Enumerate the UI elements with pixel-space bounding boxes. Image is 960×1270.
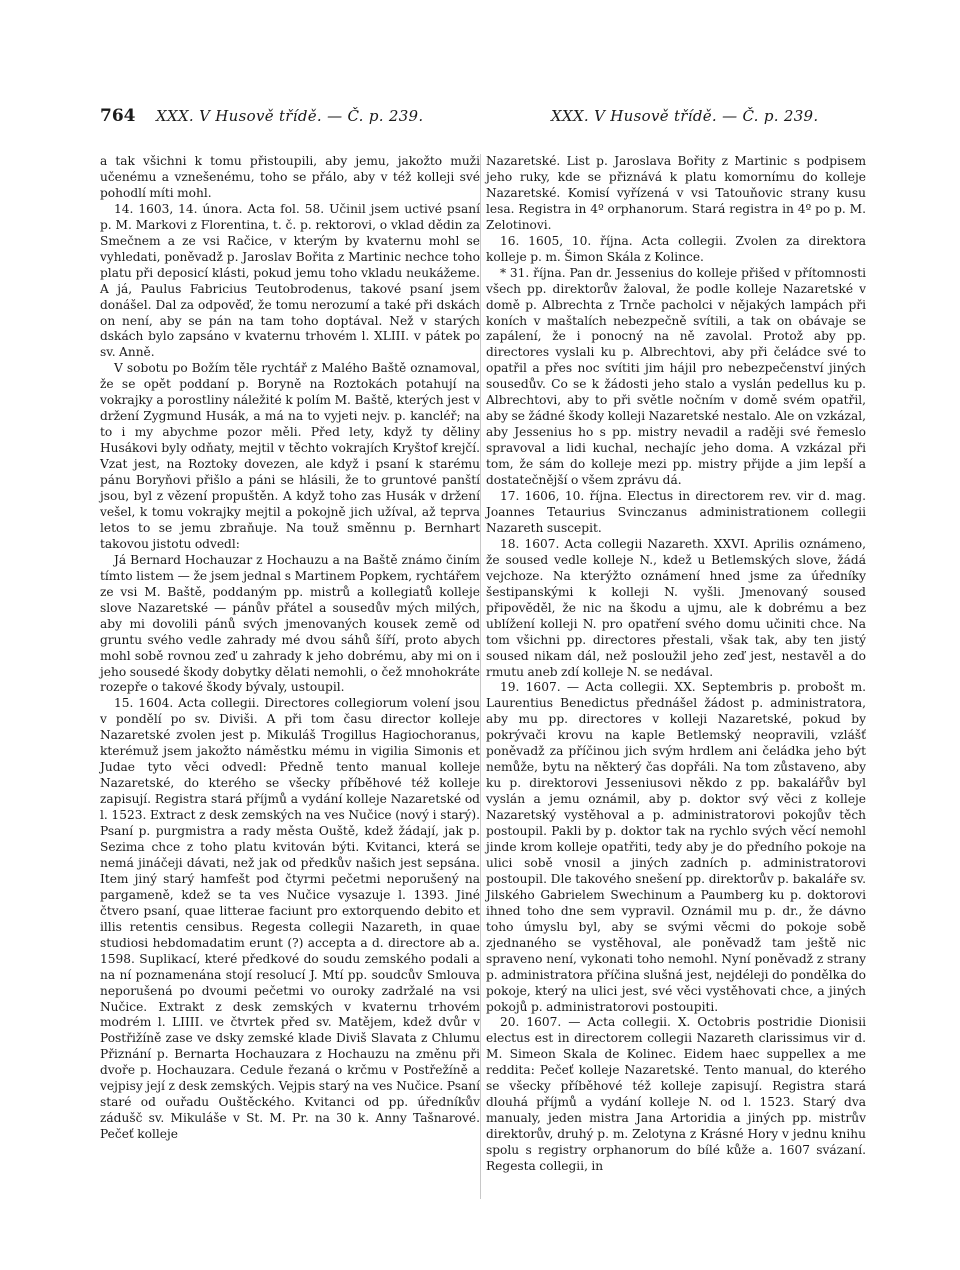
paragraph: 19. 1607. — Acta collegii. XX. Septembris p. probošt m. Laurentius Benedictus přednášel žádost p. administratora, aby mu pp. directores v kolleji Nazaretské, pokud by pokrývači krovu na kaple Betlemský neopravili, vzlášť poněvadž za příčinou jich svým hrdlem ani čeládka jeho být nemůže, bytu na některý čas dopřáli. Na tom zůstaveno, aby ku p. direktorovi Jesseniusovi někdo z pp. bakalářův byl vyslán a jemu oznámil, aby p. doktor svý věci z kolleje Nazaretský vystěhoval a p. administratorovi pokojův těch postoupil. Pakli by p. doktor tak na rychlo svých věcí nemohl jinde krom kolleje opatřiti, tedy aby je do předního pokoje na ulici sobě vnosil a jiných zadních p. administratorovi postoupil. Dle takového snešení pp. direktorův p. bakaláře sv. Jilského Gabrielem Swechinum a Paumberg ku p. doktorovi ihned toho dne sem vypravil. Oznámil mu p. dr., že dávno toho úmyslu byl, aby se svými věcmi do pokoje sobě zjednaného se vystěhoval, ale poněvadž tam ještě nic spraveno není, vykonati toho nemohl. Nyní poněvadž z strany p. administratora příčina slušná jest, nejdéleji do pondělka do pokoje, který na ulici jest, své věci vystěhovati chce, a jiných pokojů p. administratorovi postoupiti. <box>486 680 866 1014</box>
right-column <box>486 154 866 1175</box>
paragraph: 20. 1607. — Acta collegii. X. Octobris postridie Dionisii electus est in directorem collegii Nazareth clarissimus vir d. M. Simeon Skala de Kolinec. Eidem haec suppellex a me reddita: Pečeť kolleje Nazaretské. Tento manual, do kterého se všecky příběhové též kolleje zapisují. Registra stará dlouhá příjmů a vydání kolleje N. od l. 1523. Starý dva manualy, jeden mistra Jana Artoridia a jiných pp. mistrův direktorův, druhý p. m. Zelotyna z Krásné Hory v jednu knihu spolu s registry orphanorum do bílé kůže a. 1607 svázaní. Regesta collegii, in <box>486 1015 866 1174</box>
right-running-title: XXX. V Husově třídě. — Č. p. 239. <box>551 107 819 125</box>
left-running-title: XXX. V Husově třídě. — Č. p. 239. <box>156 107 424 125</box>
paragraph: * 31. října. Pan dr. Jessenius do kolleje přišed v přítomnosti všech pp. direktorův žaloval, že podle kolleje Nazaretské v domě p. Albrechta z Trnče pacholci v nějakých lampách při koních v maštalích nebezpečně svítili, a tak on obávaje se zapálení, že i ponocný na ně zavolal. Protož aby pp. directores vyslali ku p. Albrechtovi, aby při čeládce své to opatřil a přes noc svítiti jim hájil pro nebezpečenství jiných sousedův. Co se k žádosti jeho stalo a vyslán pedellus ku p. Albrechtovi, aby to při světle nočním v domě svém opatřil, aby se žádné škody kolleji Nazaretské nestalo. Ale on vzkázal, aby Jessenius ho s pp. mistry nevadil a raději své řemeslo spravoval a lidi kuchal, nechajíc jeho doma. A vzkázal při tom, že sám do kolleje mezi pp. mistry přijde a jim lepší a dostatečnější o všem zprávu dá. <box>486 265 866 488</box>
paragraph: 14. 1603, 14. února. Acta fol. 58. Učinil jsem uctivé psaní p. M. Markovi z Florentina, t. č. p. rektorovi, o vklad dědin za Smečnem a ze vsi Račice, v kterým by kvaternu mohl se vyhledati, poněvadž p. Jaroslav Bořita z Martinic nechce toho platu při deposicí klásti, pokud jemu toho vkladu neukážeme. A já, Paulus Fabricius Teutobrodenus, takové psaní jsem donášel. Dal za odpověď, že tomu nerozumí a také při dskách on není, aby se pán na tam toho doptával. Než v starých dskách bylo zapsáno v kvaternu trhovém l. XLIII. v pátek po sv. Anně. <box>100 201 480 360</box>
paragraph: 18. 1607. Acta collegii Nazareth. XXVI. Aprilis oznámeno, že soused vedle kolleje N., kdež u Betlemských slove, žádá vejchoze. Na kterýžto oznámení hned jsme za úředníky šestipanskými k kolleji N. vyšli. Jmenovaný soused připověděl, že nic na škodu a ujmu, ale k dobrému a bez ublížení kolleji N. pro opatření svého domu učiniti chce. Na tom všichni pp. directores přestali, však tak, aby ten jistý soused nikam dál, než posloužil jeho zeď jest, nestavěl a do rmutu aneb zdí kolleje N. se nedával. <box>486 536 866 679</box>
left-column <box>100 154 480 1143</box>
paragraph: 17. 1606, 10. října. Electus in directorem rev. vir d. mag. Joannes Tetaurius Svinczanus administrationem collegii Nazareth suscepit. <box>486 489 866 535</box>
paragraph: Já Bernard Hochauzar z Hochauzu a na Baště známo činím tímto listem — že jsem jednal s Martinem Popkem, rychtářem ze vsi M. Baště, poddaným pp. mistrů a kollegiatů kolleje slove Nazaretské — pánův přátel a sousedův mých milých, aby mi dovolili pánů svých jmenovaných kousek země od gruntu svého vedle zahrady mé dvou sáhů šíří, proto abych mohl sobě rovnou zeď u zahrady k jeho dobrému, aby mi on i jeho sousedé škody dobytky dělati nemohli, o čež mnohokráte rozepře o takové škody bývaly, ustoupil. <box>100 552 480 695</box>
page-number: 764 <box>100 106 136 126</box>
paragraph: V sobotu po Božím těle rychtář z Malého Baště oznamoval, že se opět poddaní p. Boryně na Roztokách potahují na vokrajky a porostliny náležité k polím M. Baště, kterých jest v držení Zygmund Husák, a má na to vyjeti nejv. p. kancléř; na to i my abychme pozor měli. Před lety, když ty děliny Husákovi byly odňaty, mejtil v těchto vokrajích Kryštof krejčí. Vzat jest, na Roztoky dovezen, ale když i psaní k starému pánu Boryňovi přišlo a páni se hlásili, že to gruntové panští jsou, byl z vězení propuštěn. A když toho zas Husák v držení vešel, k tomu vokrajky mejtil a pokojně jich užíval, až teprva letos to se jemu zbraňuje. Na touž směnnu p. Bernhart takovou jistotu odvedl: <box>100 361 480 551</box>
paragraph: 16. 1605, 10. října. Acta collegii. Zvolen za direktora kolleje p. m. Šimon Skála z Kolince. <box>486 233 866 264</box>
running-header <box>0 106 960 136</box>
paragraph: Nazaretské. List p. Jaroslava Bořity z Martinic s podpisem jeho ruky, kde se přiznává k platu komornímu do kolleje Nazaretské. Komisí vyřízená v vsi Tatouňovic strany kusu lesa. Registra in 4º orphanorum. Stará registra in 4º po p. M. Zelotinovi. <box>486 154 866 232</box>
paragraph: a tak všichni k tomu přistoupili, aby jemu, jakožto muži učenému a vznešenému, toho se přálo, aby v též kolleji své pohodlí míti mohl. <box>100 154 480 200</box>
column-divider <box>480 154 481 1199</box>
paragraph: 15. 1604. Acta collegii. Directores collegiorum volení jsou v pondělí po sv. Diviši. A při tom času director kolleje Nazaretské zvolen jest p. Mikuláš Trogillus Hagiochoranus, kterémuž jsem jakožto náměstku mému in vigilia Simonis et Judae tyto věci odvedl: Předně tento manual kolleje Nazaretské, do kterého se všecky příběhové též kolleje zapisují. Registra stará příjmů a vydání kolleje Nazaretské od l. 1523. Extract z desk zemských na ves Nučice (nový i starý). Psaní p. purgmistra a rady města Ouště, kdež žádají, jak p. Sezima chce z toho platu kvitován býti. Kvitanci, která se nemá jináčeji dávati, než jak od předkův našich jest sepsána. Item jiný starý hamfešt pod čtyrmi pečetmi neporušený na pargameně, kdež se ta ves Nučice vysazuje l. 1393. Jiné čtvero psaní, quae litterae faciunt pro extorquendo debito et illis retentis censibus. Regesta collegii Nazareth, in quae studiosi hebdomadatim erunt (?) accepta a d. directore ab a. 1598. Suplikací, které předkové do soudu zemského podali a na ní poznamenána stojí resolucí J. Mtí pp. soudcův Smlouva neporušená po dvoumi pečetmi vo ouroky zadržalé na vsi Nučice. Extrakt z desk zemských v kvaternu trhovém modrém l. LIIII. ve čtvrtek před sv. Matějem, kdež dvůr v Postřižíně zase ve dsky zemské klade Diviš Slavata z Chlumu Přiznání p. Bernarta Hochauzara z Hochauzu na změnu při dvoře p. Hochauzara. Cedule řezaná o krčmu v Postřežíně a vejpisy její z desk zemských. Vejpis starý na ves Nučice. Psaní staré od ouřadu Ouštěckého. Kvitanci od pp. úředníkův zádušč sv. Mikuláše v St. M. Pr. na 30 k. Anny Tašnarové. Pečeť kolleje <box>100 696 480 1142</box>
